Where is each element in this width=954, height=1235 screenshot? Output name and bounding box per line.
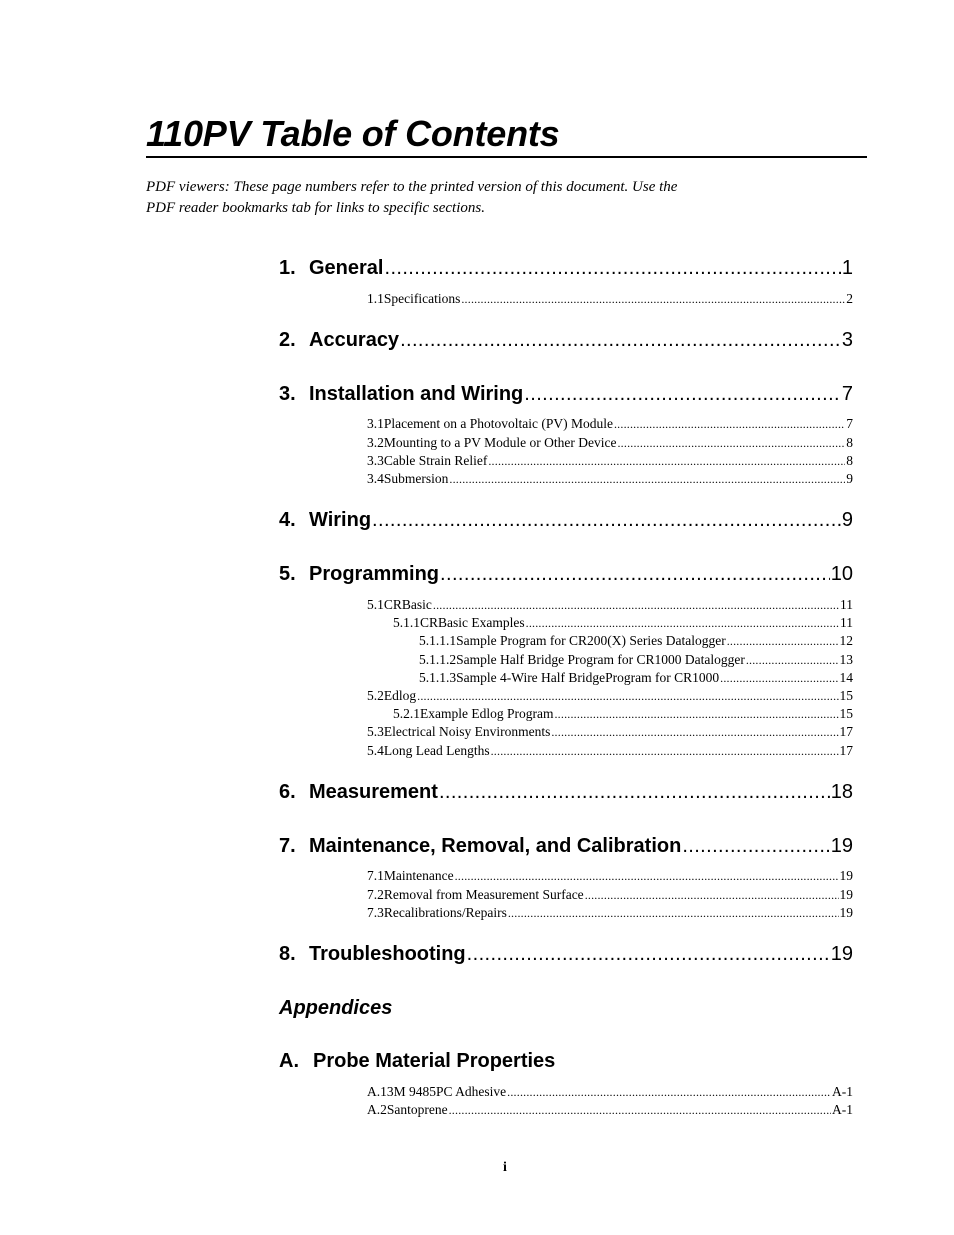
- toc-subsection[interactable]: [419, 669, 853, 687]
- section-page: 7: [846, 416, 853, 431]
- section-page: 2: [846, 291, 853, 306]
- section-title: Submersion: [383, 471, 449, 486]
- toc-subsection[interactable]: [367, 470, 853, 488]
- dot-leader: [449, 470, 845, 488]
- dot-leader: [524, 380, 841, 408]
- chapter-page: 18: [830, 781, 853, 803]
- toc-subsection[interactable]: [367, 290, 853, 308]
- page-number: i: [503, 1160, 507, 1175]
- dot-leader: [585, 886, 839, 904]
- section-page: 11: [840, 597, 853, 612]
- toc-subsection[interactable]: [367, 434, 853, 452]
- section-number: 5.1.1.3: [419, 670, 457, 685]
- dot-leader: [507, 1083, 831, 1101]
- chapter-number: 8.: [279, 943, 296, 965]
- section-number: 5.4: [367, 743, 384, 758]
- chapter-title: Troubleshooting: [309, 943, 466, 965]
- dot-leader: [372, 506, 841, 534]
- toc-chapter-programming[interactable]: [279, 560, 853, 588]
- toc-chapter-installation-and-wiring[interactable]: [279, 380, 853, 408]
- section-page: 19: [839, 887, 853, 902]
- chapter-page: 1: [841, 257, 853, 279]
- dot-leader: [439, 778, 830, 806]
- section-page: 14: [839, 670, 853, 685]
- section-number: 5.3: [367, 724, 384, 739]
- toc-subsection[interactable]: [419, 651, 853, 669]
- section-number: 3.1: [367, 416, 384, 431]
- section-title: Recalibrations/Repairs: [383, 905, 507, 920]
- section-number: 1.1: [367, 291, 384, 306]
- dot-leader: [491, 742, 839, 760]
- page-title: 110PV Table of Contents: [146, 113, 560, 154]
- toc-chapter-troubleshooting[interactable]: [279, 940, 853, 968]
- dot-leader: [433, 596, 839, 614]
- section-title: Sample Half Bridge Program for CR1000 Datalogger: [456, 652, 745, 667]
- appendix-title: Probe Material Properties: [313, 1050, 556, 1072]
- section-page: 8: [846, 453, 853, 468]
- toc-subsection[interactable]: [367, 742, 853, 760]
- toc-subsection[interactable]: [367, 1083, 853, 1101]
- toc-chapter-measurement[interactable]: [279, 778, 853, 806]
- dot-leader: [400, 326, 841, 354]
- section-title: Mounting to a PV Module or Other Device: [383, 435, 617, 450]
- section-title: Edlog: [383, 688, 417, 703]
- section-title: CRBasic Examples: [420, 615, 525, 630]
- section-number: 3.2: [367, 435, 384, 450]
- toc-subsection[interactable]: [393, 614, 853, 632]
- section-title: 3M 9485PC Adhesive: [386, 1084, 507, 1099]
- dot-leader: [455, 867, 839, 885]
- toc-subsection[interactable]: [419, 632, 853, 650]
- chapter-title: Installation and Wiring: [309, 383, 524, 405]
- toc-subsection[interactable]: [393, 705, 853, 723]
- dot-leader: [554, 705, 838, 723]
- section-title: Cable Strain Relief: [383, 453, 488, 468]
- chapter-number: 1.: [279, 257, 296, 279]
- chapter-page: 9: [841, 509, 853, 531]
- section-number: 5.2.1: [393, 706, 420, 721]
- dot-leader: [720, 669, 838, 687]
- section-page: 13: [839, 652, 853, 667]
- section-page: 17: [839, 724, 853, 739]
- section-title: Specifications: [383, 291, 461, 306]
- section-number: 7.3: [367, 905, 384, 920]
- section-page: 9: [846, 471, 853, 486]
- chapter-page: 19: [830, 943, 853, 965]
- toc-subsection[interactable]: [367, 723, 853, 741]
- toc-chapter-accuracy[interactable]: [279, 326, 853, 354]
- chapter-page: 7: [841, 383, 853, 405]
- section-page: 17: [839, 743, 853, 758]
- section-number: 3.3: [367, 453, 384, 468]
- section-page: 15: [839, 706, 853, 721]
- chapter-page: 3: [841, 329, 853, 351]
- section-number: 3.4: [367, 471, 384, 486]
- chapter-title: Maintenance, Removal, and Calibration: [309, 835, 682, 857]
- dot-leader: [488, 452, 845, 470]
- chapter-number: 2.: [279, 329, 296, 351]
- dot-leader: [746, 651, 839, 669]
- appendix-letter: A.: [279, 1050, 299, 1072]
- section-number: 7.2: [367, 887, 384, 902]
- section-title: Long Lead Lengths: [383, 743, 490, 758]
- section-page: 11: [840, 615, 853, 630]
- section-number: 5.1.1.1: [419, 633, 457, 648]
- section-title: Maintenance: [383, 868, 454, 883]
- section-title: CRBasic: [383, 597, 432, 612]
- toc-subsection[interactable]: [367, 415, 853, 433]
- section-page: 15: [839, 688, 853, 703]
- chapter-title: Measurement: [309, 781, 438, 803]
- section-number: A.1: [367, 1084, 387, 1099]
- chapter-title: Wiring: [309, 509, 372, 531]
- section-page: 12: [839, 633, 853, 648]
- toc-chapter-wiring[interactable]: [279, 506, 853, 534]
- toc-chapter-maintenance-removal-calibration[interactable]: [279, 832, 853, 860]
- dot-leader: [384, 254, 840, 282]
- dot-leader: [617, 434, 845, 452]
- toc-subsection[interactable]: [367, 1101, 853, 1119]
- toc-chapter-general[interactable]: [279, 254, 853, 282]
- toc-subsection[interactable]: [367, 452, 853, 470]
- chapter-number: 3.: [279, 383, 296, 405]
- appendices-heading: Appendices: [279, 997, 393, 1019]
- dot-leader: [508, 904, 839, 922]
- dot-leader: [682, 832, 829, 860]
- toc-subsection[interactable]: [367, 904, 853, 922]
- chapter-number: 6.: [279, 781, 296, 803]
- chapter-number: 4.: [279, 509, 296, 531]
- dot-leader: [440, 560, 830, 588]
- section-page: A-1: [832, 1084, 853, 1099]
- section-number: 5.2: [367, 688, 384, 703]
- chapter-number: 5.: [279, 563, 296, 585]
- pdf-viewer-note-line: PDF viewers: These page numbers refer to the printed version of this document. Use the: [146, 179, 678, 195]
- section-page: 8: [846, 435, 853, 450]
- section-number: A.2: [367, 1102, 387, 1117]
- section-page: 19: [839, 868, 853, 883]
- pdf-viewer-note-line: PDF reader bookmarks tab for links to specific sections.: [146, 200, 485, 216]
- chapter-page: 19: [830, 835, 853, 857]
- dot-leader: [526, 614, 839, 632]
- toc-appendix-probe-material-properties[interactable]: [279, 1047, 555, 1075]
- section-title: Electrical Noisy Environments: [383, 724, 551, 739]
- chapter-page: 10: [830, 563, 853, 585]
- dot-leader: [461, 290, 845, 308]
- section-title: Removal from Measurement Surface: [383, 887, 584, 902]
- dot-leader: [449, 1101, 831, 1119]
- toc-subsection[interactable]: [367, 596, 853, 614]
- chapter-number: 7.: [279, 835, 296, 857]
- section-number: 5.1.1: [393, 615, 420, 630]
- section-page: 19: [839, 905, 853, 920]
- section-title: Santoprene: [386, 1102, 448, 1117]
- section-number: 7.1: [367, 868, 384, 883]
- section-number: 5.1.1.2: [419, 652, 457, 667]
- chapter-title: Programming: [309, 563, 440, 585]
- dot-leader: [551, 723, 838, 741]
- section-page: A-1: [832, 1102, 853, 1117]
- dot-leader: [467, 940, 830, 968]
- section-title: Sample Program for CR200(X) Series Datalogger: [456, 633, 726, 648]
- toc-subsection[interactable]: [367, 886, 853, 904]
- dot-leader: [727, 632, 839, 650]
- toc-subsection[interactable]: [367, 687, 853, 705]
- section-number: 5.1: [367, 597, 384, 612]
- section-title: Example Edlog Program: [420, 706, 554, 721]
- chapter-title: General: [309, 257, 384, 279]
- dot-leader: [614, 415, 845, 433]
- section-title: Sample 4-Wire Half BridgeProgram for CR1000: [456, 670, 720, 685]
- dot-leader: [417, 687, 838, 705]
- toc-subsection[interactable]: [367, 867, 853, 885]
- section-title: Placement on a Photovoltaic (PV) Module: [383, 416, 613, 431]
- chapter-title: Accuracy: [309, 329, 400, 351]
